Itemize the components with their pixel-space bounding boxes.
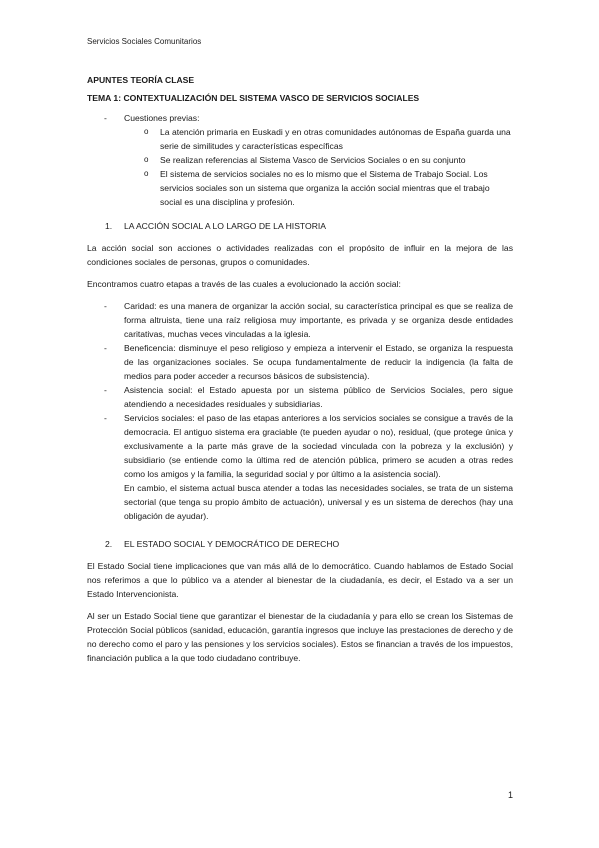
section-heading-2 <box>87 537 513 551</box>
list-item: - Beneficencia: disminuye el peso religioso y empieza a intervenir el Estado, se organiza la respuesta de las organizaciones sociales. Se ocupa fundamentalmente de reducir la indigencia (la falta de medios para poder acceder a recursos básicos de subsistencia). <box>87 341 513 383</box>
list-item-continuation: En cambio, el sistema actual busca atender a todas las necesidades sociales, se trata de un sistema sectorial (que tenga su propio ámbito de actuación), universal y es un sistema de derechos (hay una obligación de ayudar). <box>124 483 513 521</box>
list-item <box>87 411 513 523</box>
document-body <box>87 73 513 673</box>
preliminary-item <box>87 111 513 125</box>
paragraph: El Estado Social tiene implicaciones que van más allá de lo democrático. Cuando hablamos de Estado Social nos referimos a que lo público va a atender al bienestar de la ciudadanía, es decir, el Estado va a ser un Estado Intervencionista. <box>87 561 513 599</box>
page-number: 1 <box>507 790 513 800</box>
preliminary-sublist <box>87 125 513 209</box>
paragraph: Al ser un Estado Social tiene que garantizar el bienestar de la ciudadanía y para ello se crean los Sistemas de Protección Social públicos (sanidad, educación, garantía ingresos que incluye las prestaciones de derecho y de no derecho como el paro y las pensiones y los servicios sociales). Estos se financian a través de los impuestos, financiación publica a la que todo ciudadano contribuye. <box>87 611 513 663</box>
document-title: APUNTES TEORÍA CLASE <box>87 75 195 85</box>
section-title: LA ACCIÓN SOCIAL A LO LARGO DE LA HISTORIA <box>124 221 327 231</box>
preliminary-list <box>87 111 513 125</box>
list-item: - Asistencia social: el Estado apuesta por un sistema público de Servicios Sociales, pero sigue atendiendo a necesidades residuales y subsidiarias. <box>87 383 513 411</box>
list-item: - Caridad: es una manera de organizar la acción social, su característica principal es que se realiza de forma altruista, tiene una raíz religiosa muy importante, es privada y se organiza desde entidades caritativas, muchas veces vinculadas a la iglesia. <box>87 299 513 341</box>
stages-list <box>87 299 513 523</box>
paragraph: Encontramos cuatro etapas a través de las cuales a evolucionado la acción social: <box>87 279 401 289</box>
section-number: 2. <box>105 539 113 549</box>
paragraph: La acción social son acciones o actividades realizadas con el propósito de influir en la mejora de las condiciones sociales de personas, grupos o comunidades. <box>87 243 513 267</box>
list-item: o El sistema de servicios sociales no es lo mismo que el Sistema de Trabajo Social. Los servicios sociales son un sistema que organiza la acción social mientras que el trabajo social es una disciplina y profesión. <box>87 167 513 209</box>
list-item: o La atención primaria en Euskadi y en otras comunidades autónomas de España guarda una serie de similitudes y características específicas <box>87 125 513 153</box>
list-item-text: - Servicios sociales: el paso de las etapas anteriores a los servicios sociales se consigue a través de la democracia. El antiguo sistema era graciable (te pueden ayudar o no), residual, (que protege única y exclusivamente a la parte más grave de la sociedad vinculada con la pobreza y la exclusión) y subsidiario (se entiende como la última red de atención pública, primero se acuden a otras redes como los amigos y la familia, la seguridad social y por último a la asistencia social). <box>124 413 513 479</box>
section-title: EL ESTADO SOCIAL Y DEMOCRÁTICO DE DERECHO <box>124 539 340 549</box>
running-header: Servicios Sociales Comunitarios <box>87 37 202 46</box>
list-item: o Se realizan referencias al Sistema Vasco de Servicios Sociales o en su conjunto <box>87 153 513 167</box>
section-number: 1. <box>105 221 113 231</box>
preliminary-label: Cuestiones previas: <box>124 113 200 123</box>
topic-heading: TEMA 1: CONTEXTUALIZACIÓN DEL SISTEMA VASCO DE SERVICIOS SOCIALES <box>87 93 420 103</box>
section-heading-1 <box>87 219 513 233</box>
